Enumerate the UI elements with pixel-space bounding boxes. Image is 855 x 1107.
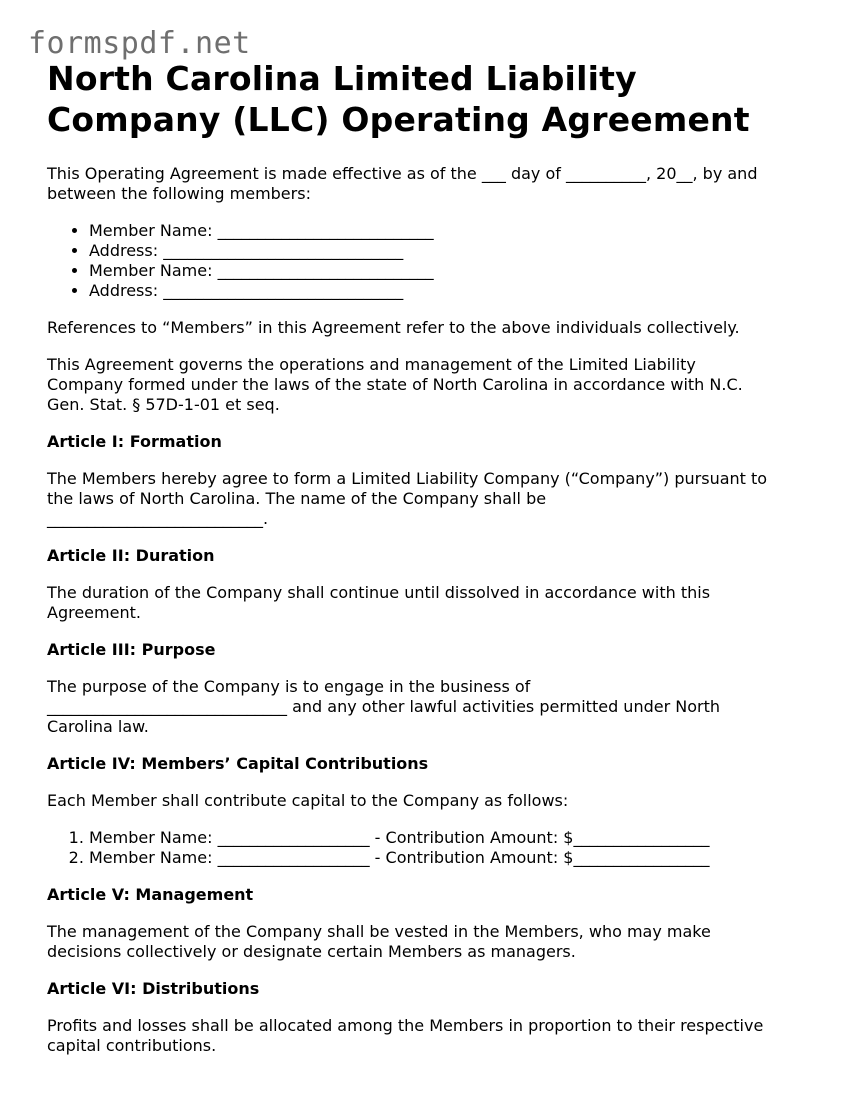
article-6-heading: Article VI: Distributions xyxy=(47,979,260,998)
list-item: • Address: ______________________________ xyxy=(89,281,817,301)
article-1-body xyxy=(47,469,817,529)
references-paragraph: References to “Members” in this Agreement refer to the above individuals collectively. xyxy=(47,318,740,337)
list-item: 2. Member Name: ___________________ - Contribution Amount: $_________________ xyxy=(89,848,817,868)
article-5-line-1: The management of the Company shall be vested in the Members, who may make xyxy=(47,922,711,941)
article-2-body xyxy=(47,583,817,623)
article-3-line-1: The purpose of the Company is to engage in the business of xyxy=(47,677,531,696)
intro-line-1: This Operating Agreement is made effective as of the ___ day of __________, 20__, by and xyxy=(47,164,758,183)
governs-line-1: This Agreement governs the operations and management of the Limited Liability xyxy=(47,355,696,374)
article-1-line-1: The Members hereby agree to form a Limited Liability Company (“Company”) pursuant to xyxy=(47,469,768,488)
governs-line-2: Company formed under the laws of the state of North Carolina in accordance with N.C. xyxy=(47,375,743,394)
list-item: • Address: ______________________________ xyxy=(89,241,817,261)
article-2-heading: Article II: Duration xyxy=(47,546,215,565)
members-list xyxy=(47,221,817,301)
article-3-line-3: Carolina law. xyxy=(47,717,149,736)
article-3-line-2: ______________________________ and any other lawful activities permitted under North xyxy=(47,697,720,716)
article-5-line-2: decisions collectively or designate certain Members as managers. xyxy=(47,942,576,961)
title-line-1: North Carolina Limited Liability xyxy=(47,59,637,98)
article-1-line-3: ___________________________. xyxy=(47,509,269,528)
list-item: 1. Member Name: ___________________ - Contribution Amount: $_________________ xyxy=(89,828,817,848)
governs-paragraph xyxy=(47,355,817,415)
article-6-line-2: capital contributions. xyxy=(47,1036,217,1055)
governs-line-3: Gen. Stat. § 57D-1-01 et seq. xyxy=(47,395,280,414)
article-5-heading: Article V: Management xyxy=(47,885,254,904)
article-6-line-1: Profits and losses shall be allocated among the Members in proportion to their respective xyxy=(47,1016,764,1035)
article-5-body xyxy=(47,922,817,962)
article-2-line-2: Agreement. xyxy=(47,603,141,622)
list-item: • Member Name: ___________________________ xyxy=(89,261,817,281)
intro-paragraph xyxy=(47,164,817,204)
article-4-intro: Each Member shall contribute capital to the Company as follows: xyxy=(47,791,569,810)
list-item: • Member Name: ___________________________ xyxy=(89,221,817,241)
article-2-line-1: The duration of the Company shall continue until dissolved in accordance with this xyxy=(47,583,711,602)
article-1-line-2: the laws of North Carolina. The name of the Company shall be xyxy=(47,489,547,508)
watermark: formspdf.net xyxy=(28,26,251,61)
article-3-body xyxy=(47,677,817,737)
intro-line-2: between the following members: xyxy=(47,184,311,203)
article-3-heading: Article III: Purpose xyxy=(47,640,216,659)
document xyxy=(47,58,817,1056)
article-1-heading: Article I: Formation xyxy=(47,432,222,451)
title-line-2: Company (LLC) Operating Agreement xyxy=(47,100,750,139)
article-6-body xyxy=(47,1016,817,1056)
document-title xyxy=(47,58,817,140)
contributions-list xyxy=(47,828,817,868)
article-4-heading: Article IV: Members’ Capital Contributions xyxy=(47,754,429,773)
